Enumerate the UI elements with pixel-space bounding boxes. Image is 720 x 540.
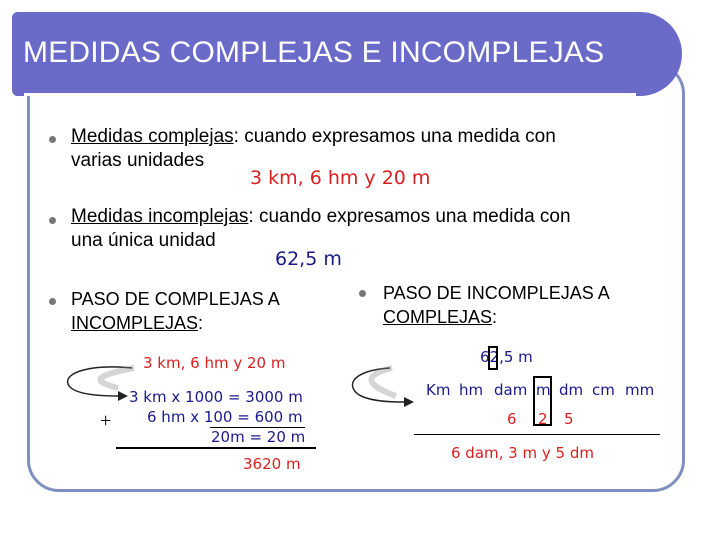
left-row-hm: 6 hm x 100 = 600 m [147, 408, 303, 426]
left-result: 3620 m [243, 455, 301, 473]
digit-dam: 6 [507, 410, 517, 428]
heading-left-line2: INCOMPLEJAS [71, 313, 199, 333]
unit-m: m [536, 381, 551, 399]
bullet-complejas-line2: varias unidades [71, 150, 205, 171]
heading-incomplejas-a-complejas [383, 281, 683, 329]
heading-right-line1: PASO DE INCOMPLEJAS A [383, 283, 610, 303]
heading-left-colon: : [198, 313, 204, 333]
unit-dm: dm [559, 381, 584, 399]
left-row-m: 20m = 20 m [211, 428, 306, 446]
unit-km: Km [426, 381, 451, 399]
right-result-line [414, 434, 660, 435]
bullet-complejas [71, 125, 671, 173]
left-sum-line [116, 447, 316, 449]
heading-complejas-a-incomplejas [71, 287, 361, 335]
unit-cm: cm [592, 381, 615, 399]
bullet-incomplejas-rest: : cuando expresamos una medida con [248, 206, 571, 227]
slide-title: MEDIDAS COMPLEJAS E INCOMPLEJAS [23, 36, 605, 69]
bullet-dot [359, 290, 366, 297]
unit-box [488, 346, 498, 370]
unit-dam: dam [494, 381, 528, 399]
right-number-dec: ,5 m [499, 348, 533, 366]
example-complejas: 3 km, 6 hm y 20 m [250, 167, 431, 189]
bullet-dot [49, 136, 56, 143]
bullet-incomplejas [71, 205, 671, 253]
plus-sign: + [100, 410, 112, 432]
unit-mm: mm [625, 381, 655, 399]
term-complejas: Medidas complejas [71, 126, 234, 147]
bullet-dot [49, 298, 56, 305]
digit-dm: 5 [564, 410, 574, 428]
bullet-complejas-rest: : cuando expresamos una medida con [233, 126, 556, 147]
left-row-underline [210, 427, 305, 428]
heading-right-colon: : [492, 307, 498, 327]
heading-left-line1: PASO DE COMPLEJAS A [71, 289, 280, 309]
example-incomplejas: 62,5 m [275, 248, 342, 270]
left-source-measure: 3 km, 6 hm y 20 m [143, 354, 286, 372]
digit-m: 2 [538, 410, 548, 428]
bullet-incomplejas-line2: una única unidad [71, 230, 216, 251]
term-incomplejas: Medidas incomplejas [71, 206, 249, 227]
curved-arrow-icon [346, 362, 426, 427]
heading-right-line2: COMPLEJAS [383, 307, 493, 327]
right-number-int: 62 [480, 348, 500, 366]
left-row-km: 3 km x 1000 = 3000 m [129, 388, 303, 406]
bullet-dot [49, 217, 56, 224]
title-underline [24, 93, 636, 96]
unit-hm: hm [459, 381, 484, 399]
right-result: 6 dam, 3 m y 5 dm [451, 444, 594, 462]
